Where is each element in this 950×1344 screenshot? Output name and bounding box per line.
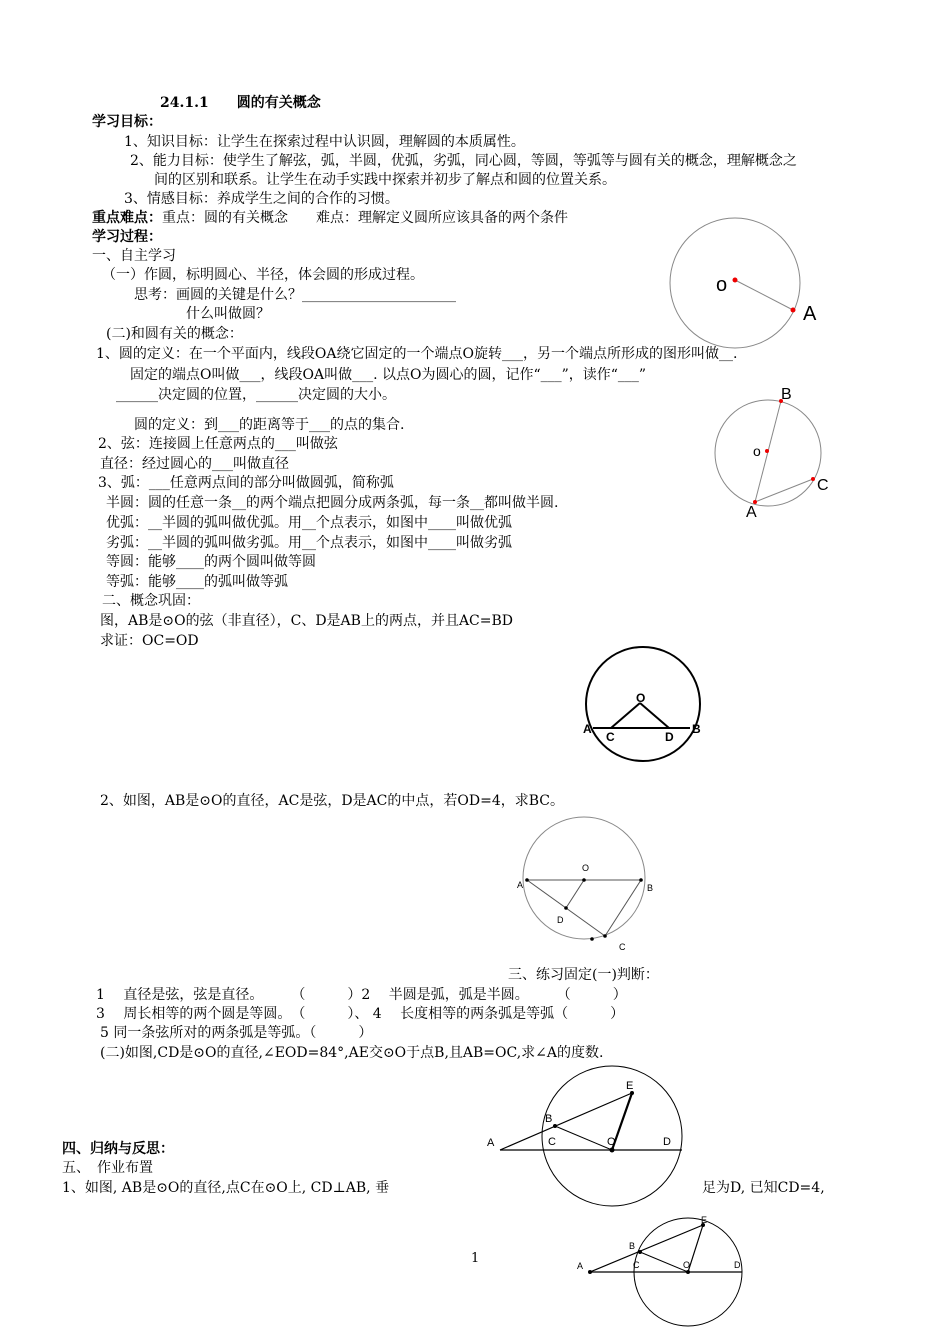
- key-text: 重点：圆的有关概念 难点：理解定义圆所应该具备的两个条件: [162, 210, 568, 226]
- label-e5: E: [626, 1080, 634, 1092]
- label-a2: A: [746, 504, 757, 521]
- problem-1: 图，AB是⊙O的弦（非直径），C、D是AB上的两点，并且AC=BD: [100, 613, 514, 629]
- label-b4: B: [647, 883, 654, 893]
- minor-arc-definition: 劣弧：__半圆的弧叫做劣弧。用__个点表示，如图中____叫做劣弧: [106, 535, 512, 551]
- goals-heading: 学习目标：: [92, 114, 162, 130]
- arc-definition: 3、弧：___任意两点间的部分叫做圆弧，简称弧: [98, 475, 394, 491]
- label-o4: O: [582, 863, 590, 873]
- point-a: [791, 308, 796, 313]
- process-heading: 学习过程：: [92, 229, 162, 245]
- what-is-circle: 什么叫做圆？: [186, 306, 270, 322]
- label-b6: B: [629, 1241, 636, 1251]
- homework-q1: 1、如图, AB是⊙O的直径,点C在⊙O上, CD⊥AB, 垂: [62, 1180, 390, 1196]
- label-d5: D: [663, 1136, 671, 1148]
- label-b3: B: [692, 722, 701, 736]
- judge-3-4: 3 周长相等的两个圆是等圆。 （ ）、 4 长度相等的两条弧是等弧（ ）: [96, 1006, 625, 1022]
- label-o3: O: [636, 691, 646, 705]
- practice-heading: 三、练习固定(一)判断：: [508, 967, 659, 983]
- center-point: [733, 278, 738, 283]
- label-e6: E: [701, 1215, 708, 1225]
- think-text: 思考：画圆的关键是什么？: [134, 287, 302, 303]
- label-a4: A: [517, 880, 524, 890]
- key-label: 重点难点：: [92, 210, 162, 226]
- related-concepts: (二)和圆有关的概念：: [106, 326, 243, 342]
- label-d4: D: [557, 915, 564, 925]
- label-c3: C: [606, 730, 615, 744]
- label-c6: C: [633, 1260, 640, 1270]
- figure-angle-eod-2: [577, 1215, 742, 1326]
- label-a5: A: [487, 1137, 495, 1149]
- figure-chord-cd: [583, 647, 701, 761]
- semicircle-definition: 半圆：圆的任意一条__的两个端点把圆分成两条弧，每一条__都叫做半圆.: [106, 495, 559, 511]
- goal-ability-cont: 间的区别和联系。让学生在动手实践中探索并初步了解点和圆的位置关系。: [154, 172, 616, 188]
- label-d3: D: [665, 730, 674, 744]
- goal-emotion: 3、情感目标：养成学生之间的合作的习惯。: [124, 191, 399, 207]
- label-c5: C: [548, 1136, 556, 1148]
- homework-heading: 五、 作业布置: [62, 1160, 153, 1176]
- label-b: B: [781, 386, 792, 403]
- page-title: 24.1.1 圆的有关概念: [160, 95, 321, 111]
- goal-ability: 2、能力目标：使学生了解弦，弧，半圆，优弧，劣弧，同心圆，等圆，等弧等与圆有关的概念，理解概念之: [130, 153, 797, 169]
- figure-diameter-ab: [517, 817, 653, 952]
- label-o5: O: [607, 1136, 616, 1148]
- draw-circle-task: （一）作圆，标明圆心、半径，体会圆的形成过程。: [102, 267, 424, 283]
- reflection-heading: 四、归纳与反思：: [62, 1141, 174, 1157]
- equal-arcs-definition: 等弧：能够____的弧叫做等弧: [106, 574, 288, 590]
- label-d6: D: [734, 1260, 741, 1270]
- practice-problem-2: (二)如图,CD是⊙O的直径,∠EOD=84°,AE交⊙O于点B,且AB=OC,求∠A的度数.: [100, 1045, 604, 1061]
- circle-set-definition: 圆的定义：到___的距离等于___的点的集合.: [134, 417, 405, 433]
- major-arc-definition: 优弧：__半圆的弧叫做优弧。用__个点表示，如图中____叫做优弧: [106, 515, 512, 531]
- diameter-definition: 直径：经过圆心的___叫做直径: [100, 456, 289, 472]
- problem-1-prove: 求证：OC=OD: [100, 633, 199, 649]
- consolidate-heading: 二、概念巩固：: [102, 593, 200, 609]
- label-o6: O: [683, 1260, 691, 1270]
- judge-5: 5 同一条弦所对的两条弧是等弧。（ ）: [100, 1025, 373, 1041]
- circle-definition-2: 固定的端点O叫做___，线段OA叫做___. 以点O为圆心的圆，记作“___”，读作“___”: [130, 367, 647, 383]
- label-o: o: [716, 274, 728, 296]
- equal-circles-definition: 等圆：能够____的两个圆叫做等圆: [106, 554, 316, 570]
- label-c4: C: [619, 942, 626, 952]
- judge-1-2: 1 直径是弦，弦是直径。 （ ）2 半圆是弧，弧是半圆。 （ ）: [96, 987, 627, 1003]
- label-a: A: [803, 303, 817, 325]
- goal-knowledge: 1、知识目标：让学生在探索过程中认识圆，理解圆的本质属性。: [124, 134, 525, 150]
- page-number: 1: [471, 1251, 480, 1266]
- label-o2: o: [753, 443, 761, 459]
- section-self-study: 一、自主学习: [92, 248, 176, 264]
- chord-definition: 2、弦：连接圆上任意两点的___叫做弦: [98, 436, 338, 452]
- answer-blank: ______________________: [302, 287, 456, 303]
- label-a6: A: [577, 1261, 584, 1271]
- label-c: C: [817, 477, 829, 494]
- figure-circle-abc: [715, 386, 829, 521]
- label-b5: B: [545, 1113, 553, 1125]
- circle-definition: 1、圆的定义：在一个平面内，线段OA绕它固定的一个端点O旋转___，另一个端点所形成的图形叫做__.: [96, 346, 738, 362]
- label-a3: A: [583, 722, 592, 736]
- circle-definition-3: ______决定圆的位置，______决定圆的大小。: [116, 387, 396, 403]
- homework-q1-cont: 足为D, 已知CD=4,: [702, 1180, 825, 1196]
- figure-angle-eod: [487, 1066, 682, 1206]
- figure-circle-oa: [670, 218, 817, 348]
- problem-2: 2、如图，AB是⊙O的直径，AC是弦，D是AC的中点，若OD=4，求BC。: [100, 793, 564, 809]
